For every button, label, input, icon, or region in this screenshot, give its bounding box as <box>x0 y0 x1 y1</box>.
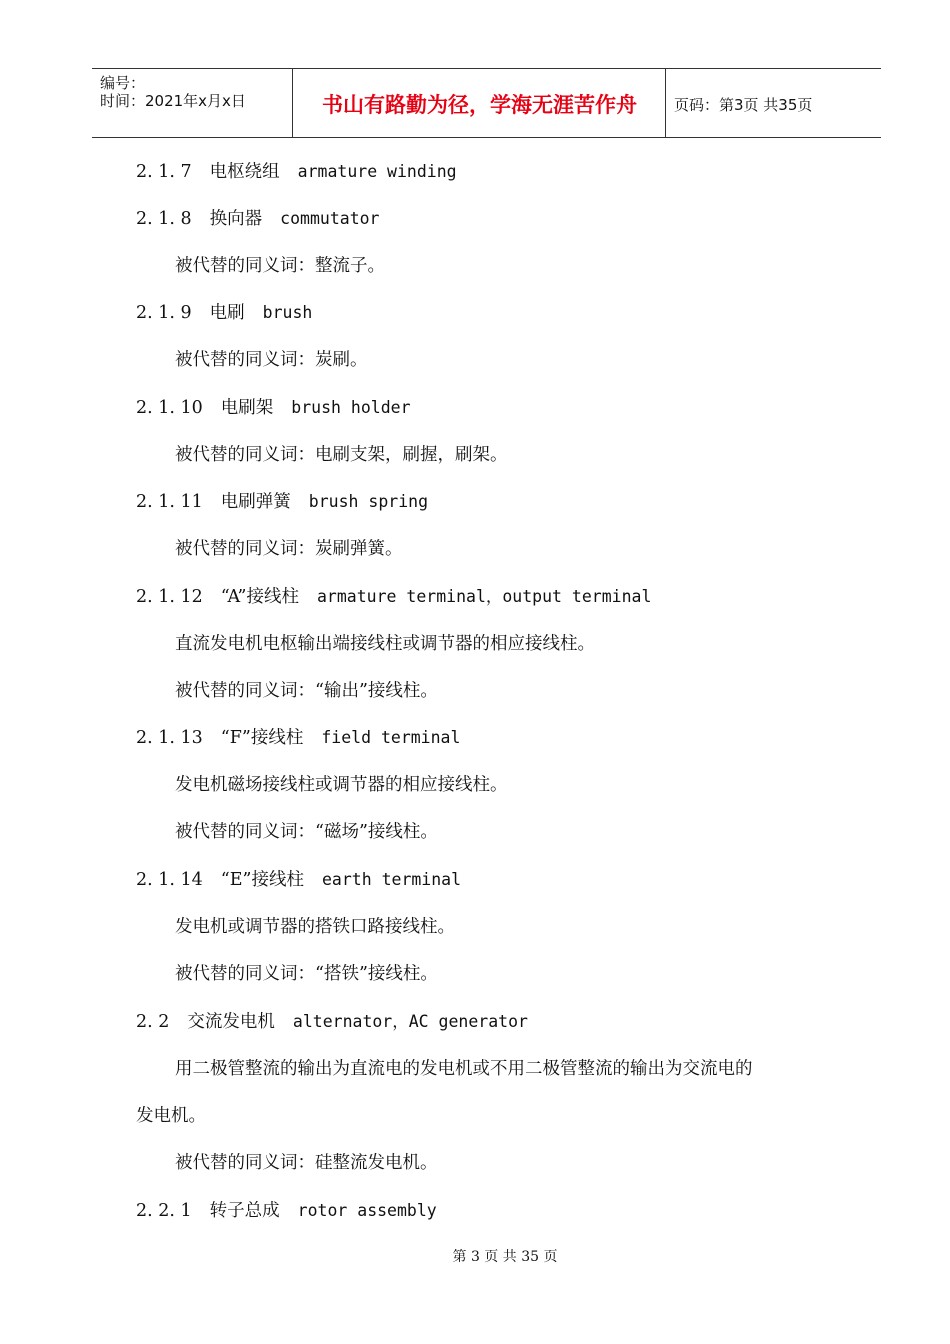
term-zh: 转子总成 <box>209 1201 280 1221</box>
term-number: 2. 1. 9 <box>136 303 192 323</box>
term-number: 2. 1. 12 <box>136 587 203 607</box>
term-en: brush spring <box>308 492 429 511</box>
definition-line: 发电机磁场接线柱或调节器的相应接线柱。 <box>175 775 508 795</box>
term-en: field terminal <box>321 728 461 747</box>
synonym-line: 被代替的同义词：整流子。 <box>175 256 385 276</box>
synonym-line: 被代替的同义词：炭刷弹簧。 <box>175 539 403 559</box>
term-entry <box>136 302 312 324</box>
header-page-cell <box>666 69 881 137</box>
header-page-number: 页码：第3页 共35页 <box>674 96 813 114</box>
term-zh: 换向器 <box>209 209 263 229</box>
term-entry <box>136 1011 528 1033</box>
definition-line: 用二极管整流的输出为直流电的发电机或不用二极管整流的输出为交流电的 <box>175 1059 753 1079</box>
term-en: brush <box>262 303 313 322</box>
term-entry <box>136 869 461 891</box>
header-motto-cell <box>293 69 666 137</box>
document-time-label: 时间：2021年x月x日 <box>100 92 246 110</box>
document-code-label: 编号： <box>100 74 146 92</box>
term-entry <box>136 208 380 230</box>
term-entry <box>136 161 457 183</box>
term-entry <box>136 727 460 749</box>
term-zh: “F”接线柱 <box>220 728 304 748</box>
synonym-line: 被代替的同义词：硅整流发电机。 <box>175 1153 438 1173</box>
synonym-line: 被代替的同义词：“搭铁”接线柱。 <box>175 964 438 984</box>
synonym-line: 被代替的同义词：炭刷。 <box>175 350 368 370</box>
term-entry <box>136 586 651 608</box>
term-zh: 电刷 <box>209 303 245 323</box>
definition-line: 发电机。 <box>136 1106 206 1126</box>
term-number: 2. 1. 14 <box>136 870 203 890</box>
term-entry <box>136 1200 437 1222</box>
term-en: brush holder <box>291 398 411 417</box>
term-en: earth terminal <box>321 870 462 889</box>
term-zh: 电刷弹簧 <box>220 492 291 512</box>
term-zh: 电刷架 <box>220 398 274 418</box>
definition-line: 直流发电机电枢输出端接线柱或调节器的相应接线柱。 <box>175 634 595 654</box>
term-zh: 交流发电机 <box>187 1012 275 1032</box>
term-en: armature terminal，output terminal <box>317 587 652 606</box>
term-number: 2. 1. 8 <box>136 209 192 229</box>
motto-text: 书山有路勤为径，学海无涯苦作舟 <box>322 93 637 117</box>
term-zh: 电枢绕组 <box>209 162 280 182</box>
synonym-line: 被代替的同义词：电刷支架，刷握，刷架。 <box>175 445 508 465</box>
term-number: 2. 2 <box>136 1012 170 1032</box>
synonym-line: 被代替的同义词：“输出”接线柱。 <box>175 681 438 701</box>
term-entry <box>136 491 428 513</box>
term-number: 2. 1. 7 <box>136 162 192 182</box>
term-number: 2. 1. 10 <box>136 398 203 418</box>
term-number: 2. 1. 13 <box>136 728 203 748</box>
term-en: armature winding <box>297 162 457 181</box>
term-en: commutator <box>280 209 380 228</box>
document-header <box>92 68 881 138</box>
term-number: 2. 1. 11 <box>136 492 203 512</box>
term-number: 2. 2. 1 <box>136 1201 192 1221</box>
definition-line: 发电机或调节器的搭铁口路接线柱。 <box>175 917 455 937</box>
term-entry <box>136 397 411 419</box>
term-zh: “A”接线柱 <box>220 587 299 607</box>
term-zh: “E”接线柱 <box>220 870 304 890</box>
synonym-line: 被代替的同义词：“磁场”接线柱。 <box>175 822 438 842</box>
term-en: alternator，AC generator <box>292 1012 528 1031</box>
term-en: rotor assembly <box>297 1201 437 1220</box>
page-footer: 第 3 页 共 35 页 <box>452 1249 558 1265</box>
header-info-cell <box>92 69 293 137</box>
